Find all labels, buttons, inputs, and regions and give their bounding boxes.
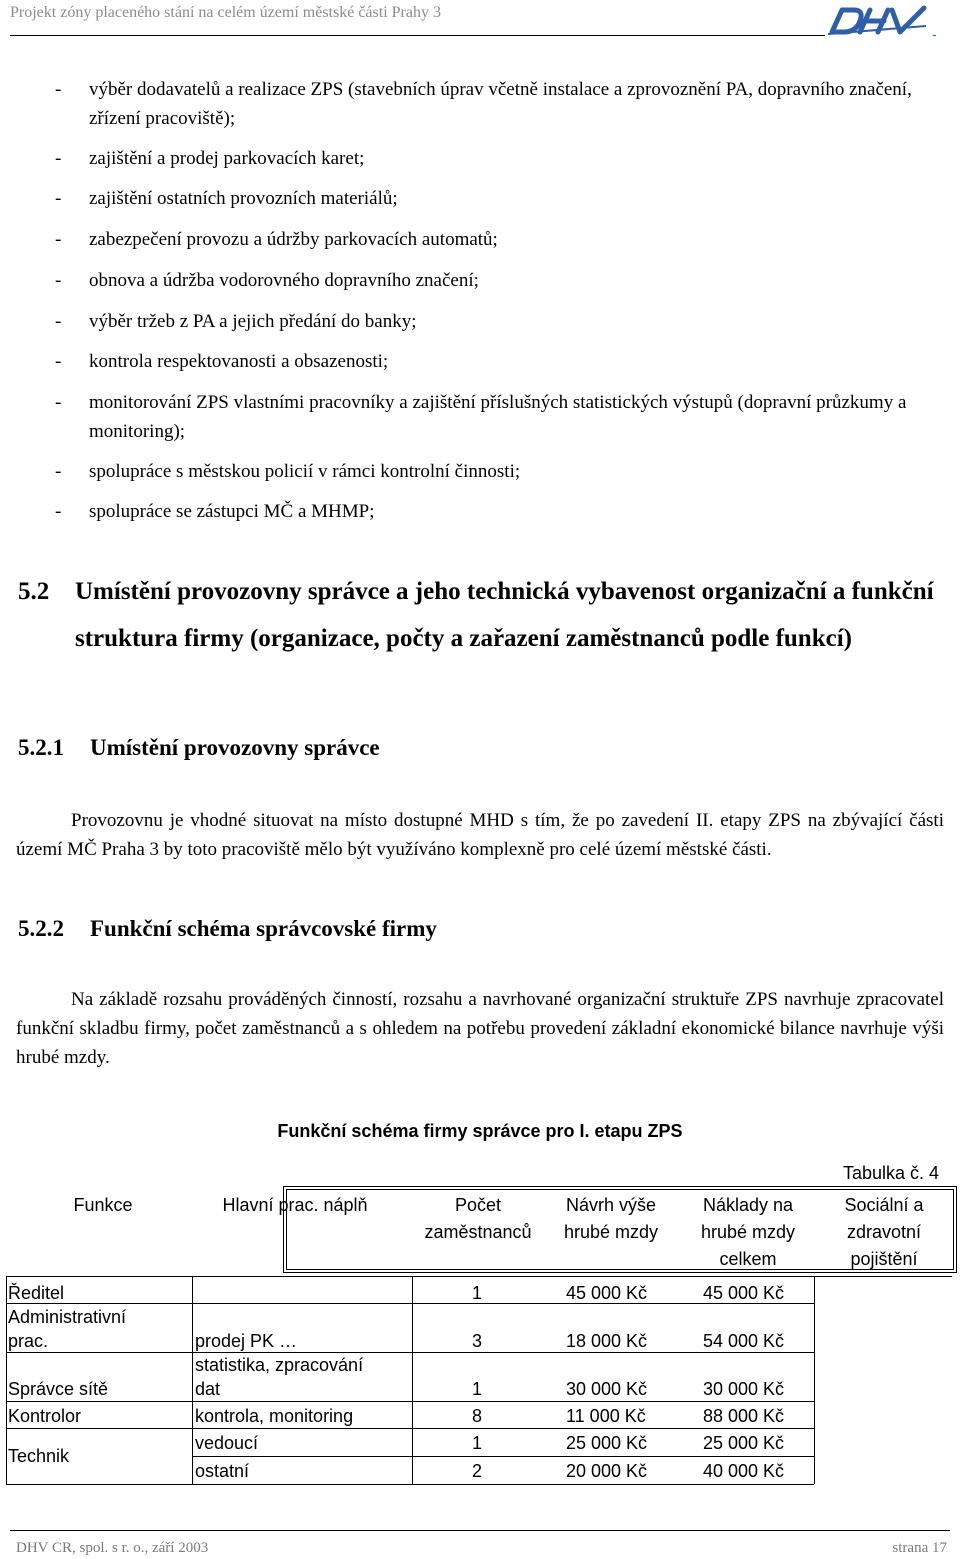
- col-header-pocet: Počet zaměstnanců: [424, 1195, 532, 1242]
- table-rule: [6, 1303, 814, 1304]
- subsection-heading: 5.2.2 Funkční schéma správcovské firmy: [18, 916, 437, 941]
- dhv-logo-icon: [826, 4, 930, 36]
- table-caption: Funkční schéma firmy správce pro I. etapu ZPS: [277, 1121, 683, 1141]
- table-rule: [6, 1428, 814, 1429]
- table-number: Tabulka č. 4: [843, 1163, 940, 1183]
- header-rule: [10, 35, 825, 36]
- table-rule: [192, 1456, 814, 1457]
- page-number: strana 17: [892, 1540, 947, 1556]
- paragraph: Na základě rozsahu prováděných činností, rozsahu a navrhované organizační struktuře ZPS navrhuje zpracovatel funkční skladbu firmy, počet zaměstnanců a s ohledem na potřebu provedení základní ekonomické bilance navrhuje výši hrubé mzdy.: [16, 989, 944, 1068]
- section-heading: 5.2 Umístění provozovny správce a jeho technická vybavenost organizační a funkční struktura firmy (organizace, počty a zařazení zaměstnanců podle funkcí): [18, 578, 934, 652]
- paragraph: Provozovnu je vhodné situovat na místo dostupné MHD s tím, že po zavedení II. etapy ZPS na zbývající části území MČ Praha 3 by toto pracoviště mělo být využíváno komplexně pro celé území městské části.: [16, 810, 944, 860]
- col-header-funkce: Funkce: [73, 1195, 133, 1215]
- table-rule: [192, 1276, 193, 1484]
- table-rule: [6, 1276, 952, 1277]
- footer-company: DHV CR, spol. s r. o., září 2003: [16, 1540, 209, 1556]
- col-header-navrh: Návrh výše hrubé mzdy: [563, 1195, 659, 1242]
- header-dash: -: [932, 26, 937, 42]
- col-header-napln: Hlavní prac. náplň: [222, 1195, 368, 1215]
- col-header-socialni: Sociální a zdravotní pojištění: [844, 1195, 924, 1269]
- dhv-logo: [826, 4, 930, 41]
- table-rule: [412, 1276, 413, 1484]
- page-header-title: Projekt zóny placeného stání na celém území městské části Prahy 3: [10, 4, 441, 21]
- table-rule: [6, 1401, 814, 1402]
- table-rule: [6, 1352, 814, 1353]
- table-rule: [814, 1276, 815, 1484]
- table-rule: [6, 1484, 814, 1485]
- col-header-naklady: Náklady na hrubé mzdy celkem: [700, 1195, 796, 1269]
- footer-rule: [10, 1530, 950, 1531]
- subsection-heading: 5.2.1 Umístění provozovny správce: [18, 735, 380, 760]
- table-rule: [6, 1276, 7, 1484]
